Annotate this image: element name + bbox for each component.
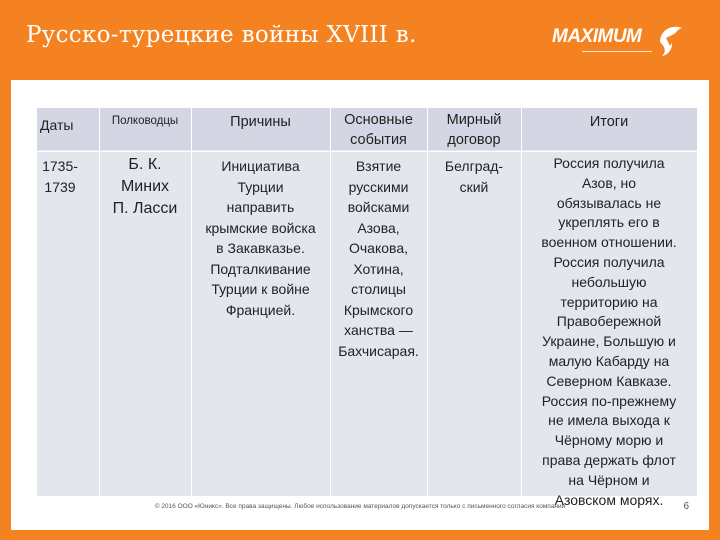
header-dates: Даты bbox=[40, 117, 74, 133]
header-events-line: события bbox=[350, 132, 407, 149]
events-line: Очакова, bbox=[349, 240, 408, 256]
causes-line: Подталкивание bbox=[210, 260, 311, 277]
results-line: военном отношении. bbox=[541, 234, 677, 251]
cell-treaty bbox=[427, 156, 521, 197]
header-treaty-line: договор bbox=[447, 132, 501, 149]
results-line: Азов, но bbox=[581, 174, 637, 191]
content-area bbox=[11, 80, 709, 530]
results-line: права держать флот bbox=[542, 451, 676, 468]
header-results: Итоги bbox=[589, 114, 629, 130]
dates-line: 1739 bbox=[44, 178, 76, 195]
results-line: небольшую bbox=[571, 273, 647, 290]
results-line: Чёрному морю и bbox=[554, 432, 664, 449]
results-line: Россия получила bbox=[553, 253, 665, 270]
events-line: ханства — bbox=[344, 322, 413, 338]
events-line: Хотина, bbox=[353, 260, 404, 277]
results-line: малую Кабарду на bbox=[548, 352, 670, 369]
results-line: Украине, Большую и bbox=[542, 333, 676, 350]
logo-text: MAXIMUM bbox=[552, 26, 642, 47]
header-commanders: Полководцы bbox=[111, 115, 179, 127]
cell-dates bbox=[40, 156, 80, 197]
results-line: Россия по-прежнему bbox=[541, 392, 677, 409]
treaty-line: Белград- bbox=[444, 158, 504, 174]
header-events-line: Основные bbox=[344, 112, 413, 128]
maximum-logo bbox=[552, 22, 687, 60]
causes-line: в Закавказье. bbox=[216, 240, 305, 256]
causes-line: крымские войска bbox=[205, 219, 316, 236]
results-line: Азовском морях. bbox=[554, 491, 664, 508]
causes-line: Францией. bbox=[225, 301, 296, 318]
commanders-line: Миних bbox=[120, 178, 170, 195]
header-events bbox=[330, 110, 427, 150]
header-treaty-line: Мирный bbox=[446, 112, 502, 128]
results-line: Северном Кавказе. bbox=[546, 372, 672, 389]
causes-line: Инициатива bbox=[221, 158, 300, 174]
results-line: не имела выхода к bbox=[548, 412, 670, 429]
events-line: столицы bbox=[351, 281, 406, 297]
events-line: Крымского bbox=[343, 301, 414, 318]
slide-title: Русско-турецкие войны XVIII в. bbox=[26, 22, 417, 48]
commanders-line: П. Ласси bbox=[112, 200, 178, 217]
page-number: 6 bbox=[683, 501, 689, 512]
treaty-line: ский bbox=[459, 178, 489, 195]
commanders-line: Б. К. bbox=[128, 156, 162, 173]
events-line: Взятие bbox=[355, 158, 402, 174]
dates-line: 1735- bbox=[42, 158, 78, 174]
results-line: обязывалась не bbox=[556, 194, 662, 211]
cell-commanders bbox=[99, 154, 191, 220]
cell-causes bbox=[191, 156, 330, 320]
results-line: территорию на bbox=[560, 293, 658, 310]
results-line: Россия получила bbox=[553, 155, 665, 171]
cell-events bbox=[330, 156, 427, 361]
causes-line: направить bbox=[226, 199, 295, 215]
header-causes: Причины bbox=[230, 114, 291, 130]
events-line: войсками bbox=[347, 199, 410, 215]
results-line: Правобережной bbox=[556, 313, 662, 330]
causes-line: Турции bbox=[237, 178, 284, 195]
events-line: Азова, bbox=[357, 219, 400, 236]
logo-underline bbox=[582, 51, 652, 52]
results-line: на Чёрном и bbox=[568, 471, 650, 488]
causes-line: Турции к войне bbox=[211, 281, 310, 297]
copyright-footer: © 2016 ООО «Юникс». Все права защищены. Любое использование материалов допускается только с письменного согласия компании bbox=[154, 503, 566, 510]
logo-mark-icon bbox=[656, 22, 686, 60]
header-treaty bbox=[427, 110, 521, 150]
header-divider bbox=[37, 151, 697, 152]
results-line: укреплять его в bbox=[558, 214, 660, 231]
events-line: русскими bbox=[348, 178, 409, 195]
events-line: Бахчисарая. bbox=[338, 342, 419, 359]
cell-results bbox=[521, 154, 697, 510]
